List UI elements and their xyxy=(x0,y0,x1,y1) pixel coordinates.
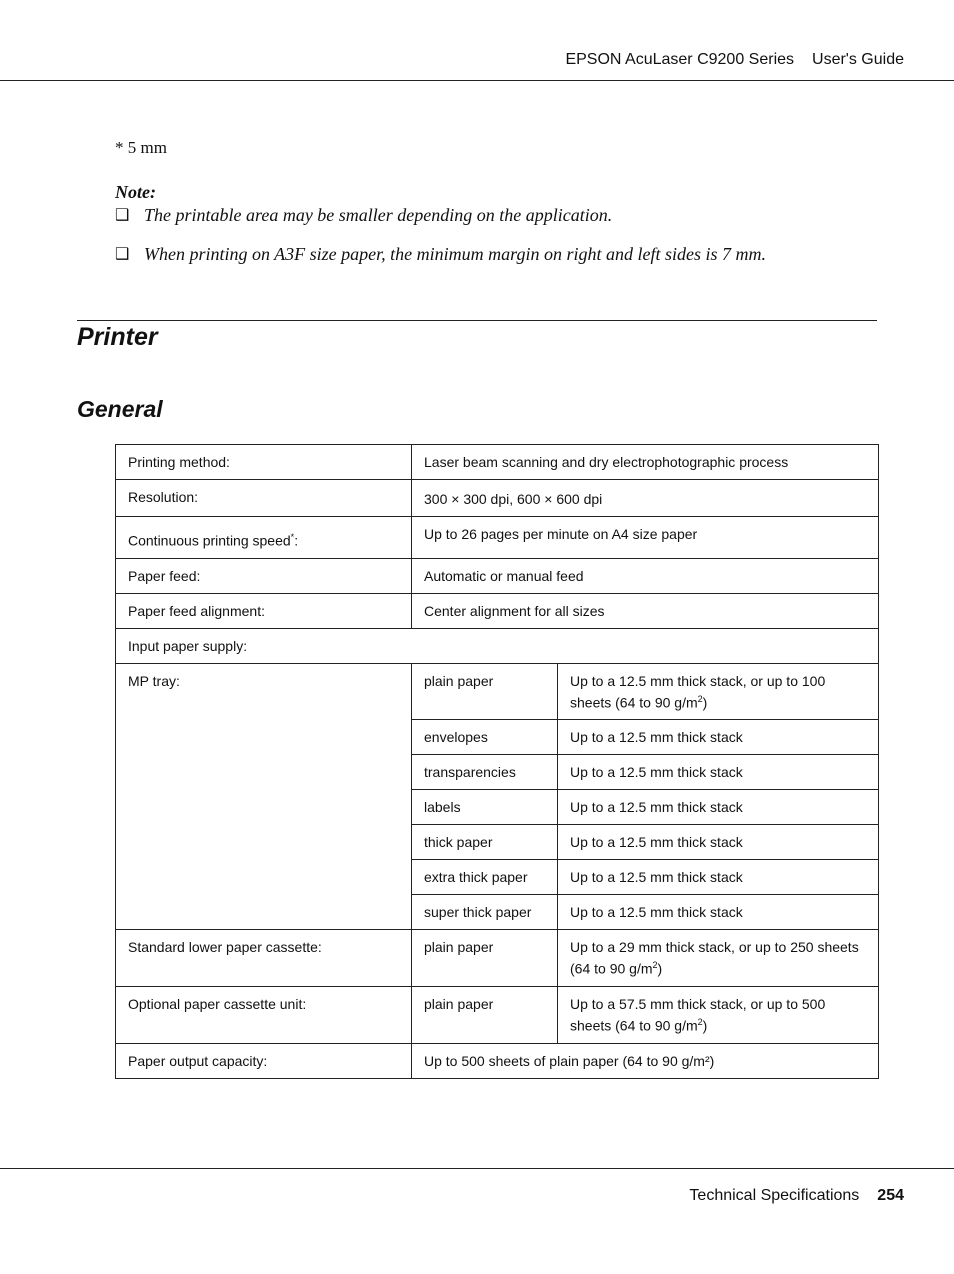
subsection-title: General xyxy=(77,396,163,422)
table-row xyxy=(116,986,879,1043)
capacity xyxy=(558,986,879,1043)
paper-type: envelopes xyxy=(412,720,558,755)
paper-type: labels xyxy=(412,790,558,825)
capacity: Up to a 12.5 mm thick stack xyxy=(558,825,879,860)
row-label: Standard lower paper cassette: xyxy=(116,930,412,987)
footnote-marker: * xyxy=(290,532,295,542)
footnote: * 5 mm xyxy=(115,138,167,157)
capacity xyxy=(558,663,879,720)
row-label xyxy=(116,517,412,559)
superscript: 2 xyxy=(697,1016,703,1027)
speed-colon: : xyxy=(294,532,299,549)
table-row xyxy=(116,1043,879,1078)
table-row xyxy=(116,445,879,480)
row-value: Up to 500 sheets of plain paper (64 to 90 g/m²) xyxy=(412,1043,879,1078)
capacity-text: Up to a 29 mm thick stack, or up to 250 sheets (64 to 90 g/m xyxy=(570,939,859,977)
footer-rule xyxy=(0,1168,954,1169)
row-value: Center alignment for all sizes xyxy=(412,593,879,628)
row-label: Input paper supply: xyxy=(116,628,879,663)
capacity xyxy=(558,930,879,987)
note-item xyxy=(115,205,612,226)
footer-section: Technical Specifications xyxy=(689,1187,860,1204)
note-title: Note: xyxy=(115,182,156,202)
page-number: 254 xyxy=(877,1187,904,1204)
note-item-text: The printable area may be smaller depending on the application. xyxy=(144,205,613,225)
table-row xyxy=(116,558,879,593)
table-row xyxy=(116,663,879,720)
table-row xyxy=(116,930,879,987)
guide-name: User's Guide xyxy=(812,51,904,68)
capacity-end: ) xyxy=(702,694,708,711)
paper-type: extra thick paper xyxy=(412,860,558,895)
capacity: Up to a 12.5 mm thick stack xyxy=(558,790,879,825)
paper-type: plain paper xyxy=(412,930,558,987)
capacity: Up to a 12.5 mm thick stack xyxy=(558,860,879,895)
paper-type: super thick paper xyxy=(412,895,558,930)
row-label: Paper feed alignment: xyxy=(116,593,412,628)
paper-type: transparencies xyxy=(412,755,558,790)
capacity-text: Up to a 12.5 mm thick stack, or up to 100 sheets (64 to 90 g/m xyxy=(570,672,826,711)
capacity: Up to a 12.5 mm thick stack xyxy=(558,720,879,755)
mp-tray-label: MP tray: xyxy=(116,663,412,930)
section-rule xyxy=(77,320,877,321)
checkbox-bullet-icon: ❑ xyxy=(115,205,130,224)
capacity-end: ) xyxy=(702,1017,708,1034)
spec-table xyxy=(115,444,879,1079)
paper-type: thick paper xyxy=(412,825,558,860)
row-label: Resolution: xyxy=(116,480,412,517)
superscript: 2 xyxy=(697,693,703,704)
table-row xyxy=(116,628,879,663)
capacity-text: Up to a 57.5 mm thick stack, or up to 500 sheets (64 to 90 g/m xyxy=(570,995,826,1034)
row-label: Printing method: xyxy=(116,445,412,480)
note-item xyxy=(115,244,766,265)
header-rule xyxy=(0,80,954,81)
paper-type: plain paper xyxy=(412,986,558,1043)
row-label: Paper feed: xyxy=(116,558,412,593)
checkbox-bullet-icon: ❑ xyxy=(115,244,130,263)
superscript: 2 xyxy=(652,960,658,971)
row-value: Laser beam scanning and dry electrophotographic process xyxy=(412,445,879,480)
capacity: Up to a 12.5 mm thick stack xyxy=(558,895,879,930)
section-title: Printer xyxy=(77,323,158,351)
running-header xyxy=(565,51,904,69)
row-label: Paper output capacity: xyxy=(116,1043,412,1078)
table-row xyxy=(116,517,879,559)
row-value: 300 × 300 dpi, 600 × 600 dpi xyxy=(412,480,879,517)
row-value: Up to 26 pages per minute on A4 size paper xyxy=(412,517,879,559)
capacity: Up to a 12.5 mm thick stack xyxy=(558,755,879,790)
capacity-end: ) xyxy=(657,960,663,977)
note-item-text: When printing on A3F size paper, the minimum margin on right and left sides is 7 mm. xyxy=(144,244,766,264)
table-row xyxy=(116,480,879,517)
row-label: Optional paper cassette unit: xyxy=(116,986,412,1043)
paper-type: plain paper xyxy=(412,663,558,720)
running-footer xyxy=(689,1187,904,1205)
speed-label: Continuous printing speed xyxy=(128,532,291,549)
product-name: EPSON AcuLaser C9200 Series xyxy=(565,51,795,68)
row-value: Automatic or manual feed xyxy=(412,558,879,593)
table-row xyxy=(116,593,879,628)
